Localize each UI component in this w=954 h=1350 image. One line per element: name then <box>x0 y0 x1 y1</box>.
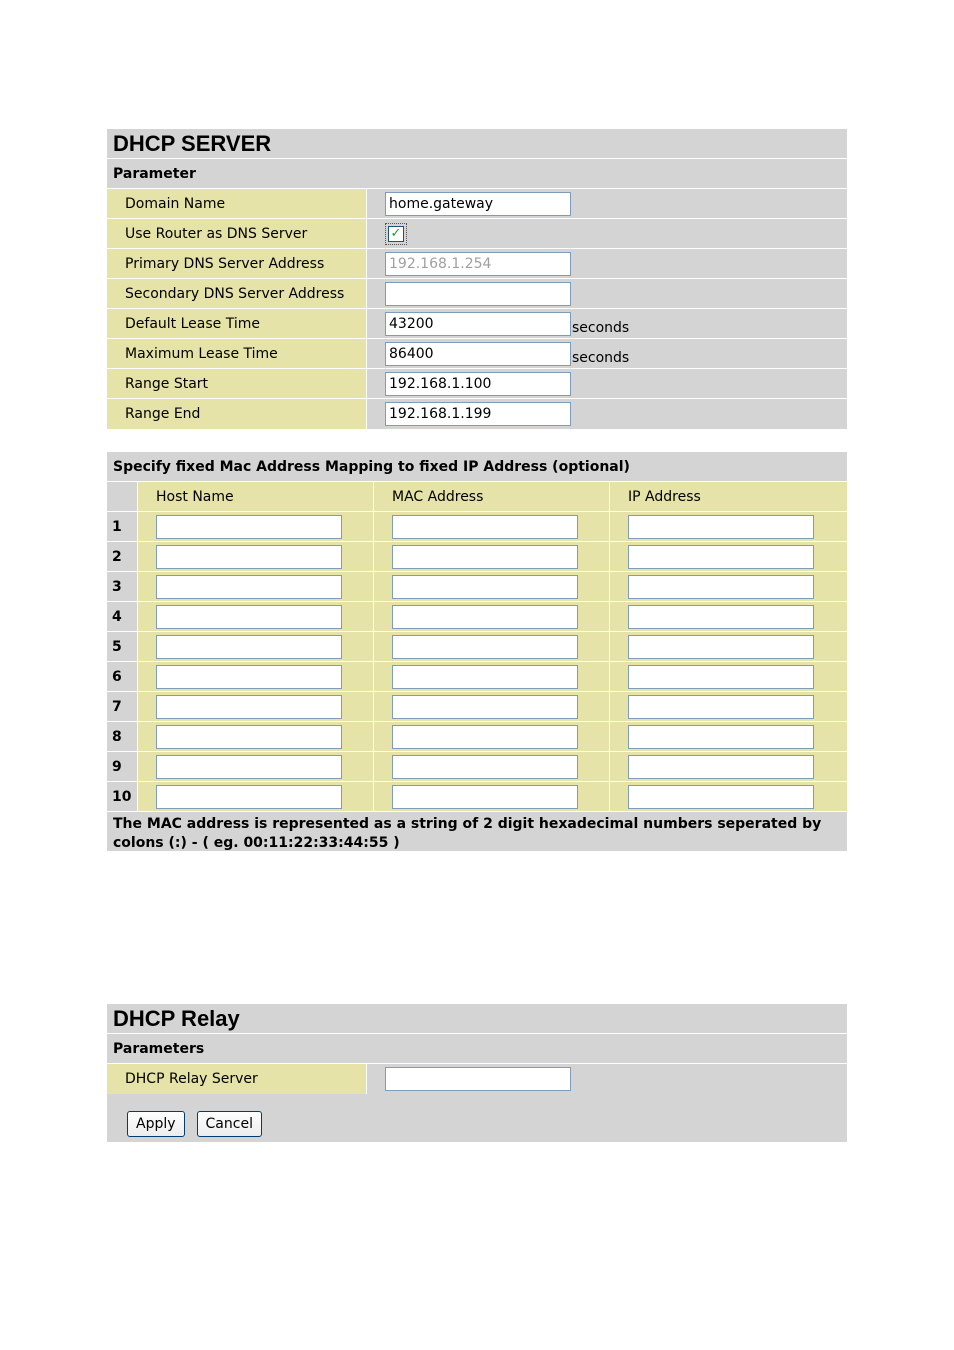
ip-address-input[interactable] <box>628 635 814 659</box>
max-lease-input[interactable] <box>385 342 571 366</box>
range-end-row <box>107 399 847 429</box>
host-name-input[interactable] <box>156 575 342 599</box>
host-name-input[interactable] <box>156 665 342 689</box>
mac-address-input[interactable] <box>392 605 578 629</box>
relay-parameters-heading: Parameters <box>107 1034 847 1064</box>
host-name-input[interactable] <box>156 725 342 749</box>
host-name-input[interactable] <box>156 605 342 629</box>
mac-address-input[interactable] <box>392 695 578 719</box>
secondary-dns-label: Secondary DNS Server Address <box>107 279 367 308</box>
host-name-input[interactable] <box>156 545 342 569</box>
host-name-input[interactable] <box>156 755 342 779</box>
mac-mapping-panel <box>107 452 847 851</box>
default-lease-unit: seconds <box>572 319 630 336</box>
domain-name-row <box>107 189 847 219</box>
host-name-input[interactable] <box>156 515 342 539</box>
row-number: 10 <box>107 782 138 811</box>
ip-address-input[interactable] <box>628 665 814 689</box>
mac-address-input[interactable] <box>392 575 578 599</box>
mac-mapping-row <box>107 602 847 632</box>
range-end-input[interactable] <box>385 402 571 426</box>
cancel-button[interactable]: Cancel <box>197 1111 262 1137</box>
dhcp-server-panel <box>107 129 847 429</box>
relay-server-row <box>107 1064 847 1094</box>
mac-address-input[interactable] <box>392 545 578 569</box>
dhcp-relay-title: DHCP Relay <box>107 1004 847 1034</box>
ip-address-input[interactable] <box>628 755 814 779</box>
mac-address-input[interactable] <box>392 515 578 539</box>
ip-address-input[interactable] <box>628 725 814 749</box>
range-start-label: Range Start <box>107 369 367 398</box>
host-name-header: Host Name <box>138 482 374 511</box>
use-router-dns-checkbox[interactable] <box>385 223 407 245</box>
default-lease-input[interactable] <box>385 312 571 336</box>
mac-address-input[interactable] <box>392 725 578 749</box>
ip-address-input[interactable] <box>628 515 814 539</box>
mac-format-note: The MAC address is represented as a string of 2 digit hexadecimal numbers seperated by colons (:) - ( eg. 00:11:22:33:44:55 ) <box>107 812 847 851</box>
host-name-input[interactable] <box>156 785 342 809</box>
default-lease-label: Default Lease Time <box>107 309 367 338</box>
mac-mapping-row <box>107 692 847 722</box>
ip-address-input[interactable] <box>628 785 814 809</box>
row-number: 4 <box>107 602 138 631</box>
secondary-dns-input[interactable] <box>385 282 571 306</box>
max-lease-label: Maximum Lease Time <box>107 339 367 368</box>
domain-name-label: Domain Name <box>107 189 367 218</box>
range-start-row <box>107 369 847 399</box>
domain-name-input[interactable] <box>385 192 571 216</box>
use-router-dns-row <box>107 219 847 249</box>
secondary-dns-row <box>107 279 847 309</box>
mac-mapping-row <box>107 782 847 812</box>
dhcp-server-title: DHCP SERVER <box>107 129 847 159</box>
mac-mapping-row <box>107 722 847 752</box>
host-name-input[interactable] <box>156 695 342 719</box>
mac-address-header: MAC Address <box>374 482 610 511</box>
mac-address-input[interactable] <box>392 665 578 689</box>
mac-mapping-rows <box>107 512 847 812</box>
apply-button[interactable]: Apply <box>127 1111 185 1137</box>
row-number: 3 <box>107 572 138 601</box>
mac-mapping-row <box>107 542 847 572</box>
max-lease-unit: seconds <box>572 349 630 366</box>
ip-address-header: IP Address <box>610 482 847 511</box>
row-number: 2 <box>107 542 138 571</box>
row-number: 6 <box>107 662 138 691</box>
mac-mapping-heading: Specify fixed Mac Address Mapping to fixed IP Address (optional) <box>107 452 847 482</box>
row-number: 9 <box>107 752 138 781</box>
mac-address-input[interactable] <box>392 755 578 779</box>
mac-mapping-row <box>107 512 847 542</box>
mac-mapping-header <box>107 482 847 512</box>
range-start-input[interactable] <box>385 372 571 396</box>
relay-server-input[interactable] <box>385 1067 571 1091</box>
mac-mapping-row <box>107 662 847 692</box>
mac-mapping-row <box>107 752 847 782</box>
row-number: 1 <box>107 512 138 541</box>
dhcp-relay-panel <box>107 1004 847 1142</box>
use-router-dns-label: Use Router as DNS Server <box>107 219 367 248</box>
ip-address-input[interactable] <box>628 695 814 719</box>
host-name-input[interactable] <box>156 635 342 659</box>
button-bar <box>107 1094 847 1142</box>
max-lease-row <box>107 339 847 369</box>
relay-server-label: DHCP Relay Server <box>107 1064 367 1094</box>
ip-address-input[interactable] <box>628 575 814 599</box>
range-end-label: Range End <box>107 399 367 429</box>
primary-dns-label: Primary DNS Server Address <box>107 249 367 278</box>
ip-address-input[interactable] <box>628 605 814 629</box>
mac-mapping-row <box>107 632 847 662</box>
checkmark-icon: ✓ <box>388 226 404 242</box>
mac-address-input[interactable] <box>392 635 578 659</box>
ip-address-input[interactable] <box>628 545 814 569</box>
primary-dns-input <box>385 252 571 276</box>
parameter-heading: Parameter <box>107 159 847 189</box>
mac-mapping-row <box>107 572 847 602</box>
mac-address-input[interactable] <box>392 785 578 809</box>
row-number: 7 <box>107 692 138 721</box>
primary-dns-row <box>107 249 847 279</box>
row-number: 8 <box>107 722 138 751</box>
row-number: 5 <box>107 632 138 661</box>
default-lease-row <box>107 309 847 339</box>
